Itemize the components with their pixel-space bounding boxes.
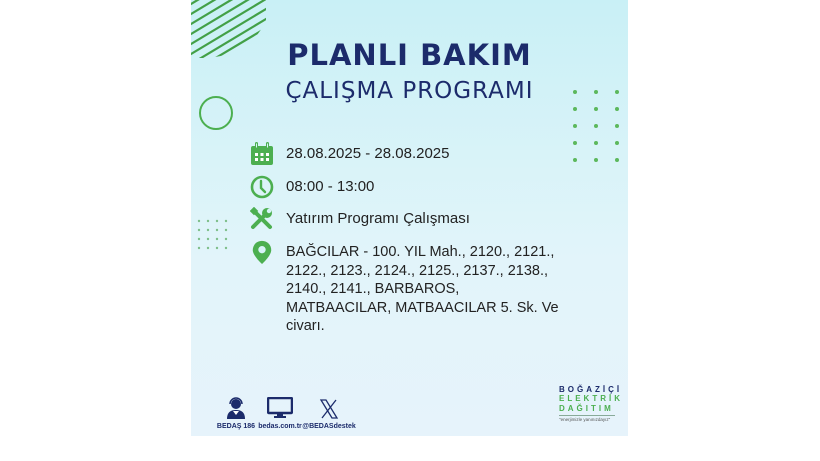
logo-line-2: ELEKTRİK (559, 394, 623, 403)
time-row (250, 175, 374, 199)
page-title: PLANLI BAKIM (287, 38, 532, 72)
monitor-icon (267, 397, 293, 419)
page-subtitle: ÇALIŞMA PROGRAMI (285, 78, 534, 104)
website-label: bedas.com.tr (258, 423, 302, 430)
clock-icon (250, 175, 274, 199)
call-center-icon (225, 397, 247, 419)
company-logo (559, 385, 621, 422)
footer-item-social (303, 395, 355, 430)
time-range-text: 08:00 - 13:00 (286, 178, 375, 195)
location-pin-icon (250, 240, 274, 264)
dot-grid-decoration-left (196, 218, 232, 254)
work-type-row (250, 207, 470, 231)
date-row (250, 142, 449, 166)
calendar-icon (250, 142, 274, 166)
phone-label: BEDAŞ 186 (216, 423, 256, 430)
address-text: BAĞCILAR - 100. YIL Mah., 2120., 2121., 2122., 2123., 2124., 2125., 2137., 2138., 2140., 2141., BARBAROS, MATBAACILAR, MATBAACILAR 5. Sk. Ve civarı. (286, 244, 559, 334)
footer-item-website (255, 395, 305, 430)
date-range-text: 28.08.2025 - 28.08.2025 (286, 145, 450, 162)
logo-divider (559, 415, 615, 416)
footer-item-phone (211, 395, 261, 430)
work-type-text: Yatırım Programı Çalışması (286, 210, 470, 227)
logo-tagline: "enerjimizle yanınızdayız" (559, 417, 611, 422)
social-handle-label: @BEDASdestek (302, 423, 356, 430)
logo-line-3: DAĞITIM (559, 404, 614, 413)
logo-line-1: BOĞAZİÇİ (559, 385, 623, 394)
maintenance-announcement-card (191, 0, 628, 436)
tools-icon (250, 207, 274, 231)
address-row (250, 240, 566, 336)
x-logo-icon (319, 399, 339, 419)
